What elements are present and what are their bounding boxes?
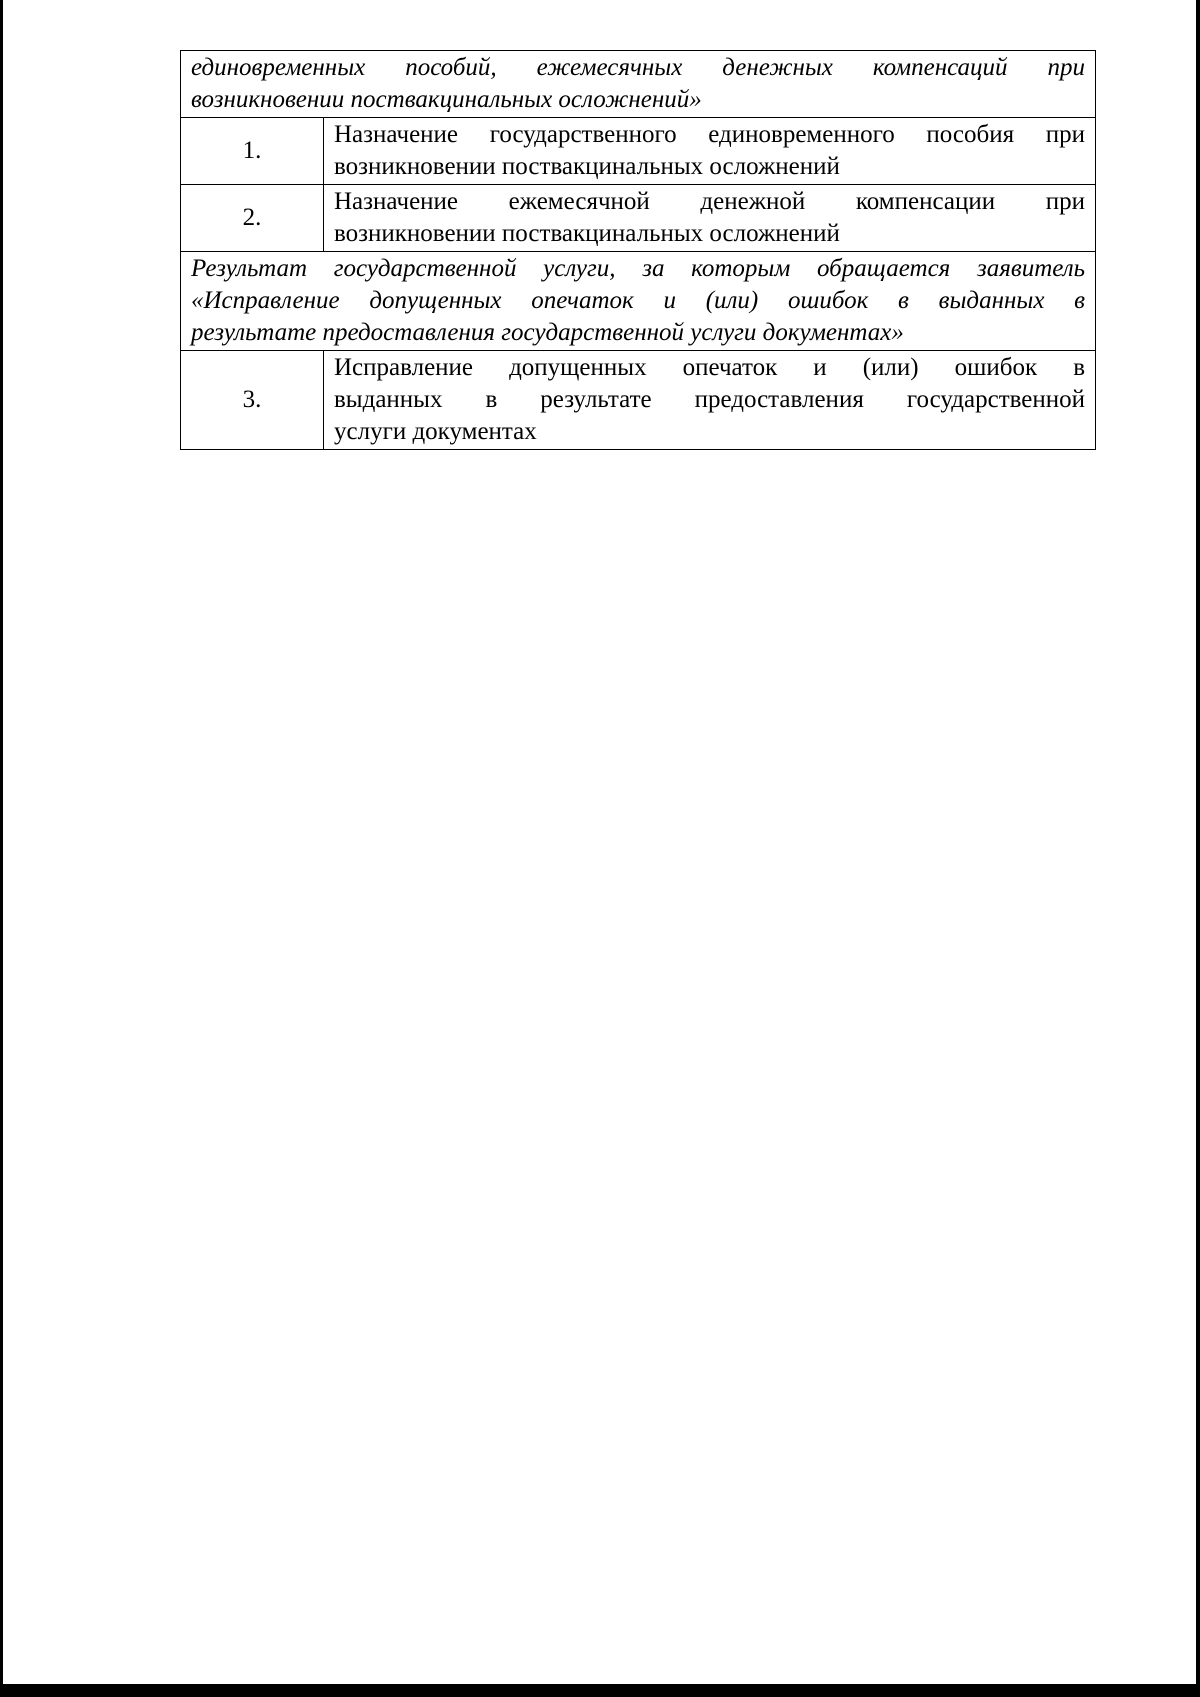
section-heading-line: единовременных пособий, ежемесячных денежных компенсаций при xyxy=(191,54,1086,81)
table-row-section-1 xyxy=(181,51,1096,118)
row-description-line: возникновении поствакцинальных осложнений xyxy=(334,153,840,180)
row-description-line: Назначение государственного единовременного пособия при xyxy=(334,121,1086,148)
row-description xyxy=(324,351,1096,450)
scan-edge-bottom xyxy=(0,1684,1200,1697)
row-number: 3. xyxy=(181,351,324,450)
section-heading-line: возникновении поствакцинальных осложнений» xyxy=(191,86,702,113)
services-table xyxy=(180,50,1096,450)
table-row-section-2 xyxy=(181,252,1096,351)
table-row xyxy=(181,185,1096,252)
section-heading-cell xyxy=(181,51,1096,118)
row-description-line: Назначение ежемесячной денежной компенсации при xyxy=(334,188,1086,215)
row-description-line: Исправление допущенных опечаток и (или) ошибок в xyxy=(334,354,1086,381)
table-row xyxy=(181,118,1096,185)
row-description xyxy=(324,118,1096,185)
section-heading-line: Результат государственной услуги, за которым обращается заявитель xyxy=(191,255,1086,282)
scan-edge-right xyxy=(1196,0,1200,1697)
row-description-line: услуги документах xyxy=(334,418,537,445)
row-number: 2. xyxy=(181,185,324,252)
scan-edge-left xyxy=(0,0,3,1697)
row-description-line: выданных в результате предоставления государственной xyxy=(334,386,1086,413)
row-number: 1. xyxy=(181,118,324,185)
section-heading-line: результате предоставления государственной услуги документах» xyxy=(191,319,904,346)
section-heading-cell xyxy=(181,252,1096,351)
row-description-line: возникновении поствакцинальных осложнений xyxy=(334,220,840,247)
row-description xyxy=(324,185,1096,252)
section-heading-line: «Исправление допущенных опечаток и (или) ошибок в выданных в xyxy=(191,287,1086,314)
table-row xyxy=(181,351,1096,450)
